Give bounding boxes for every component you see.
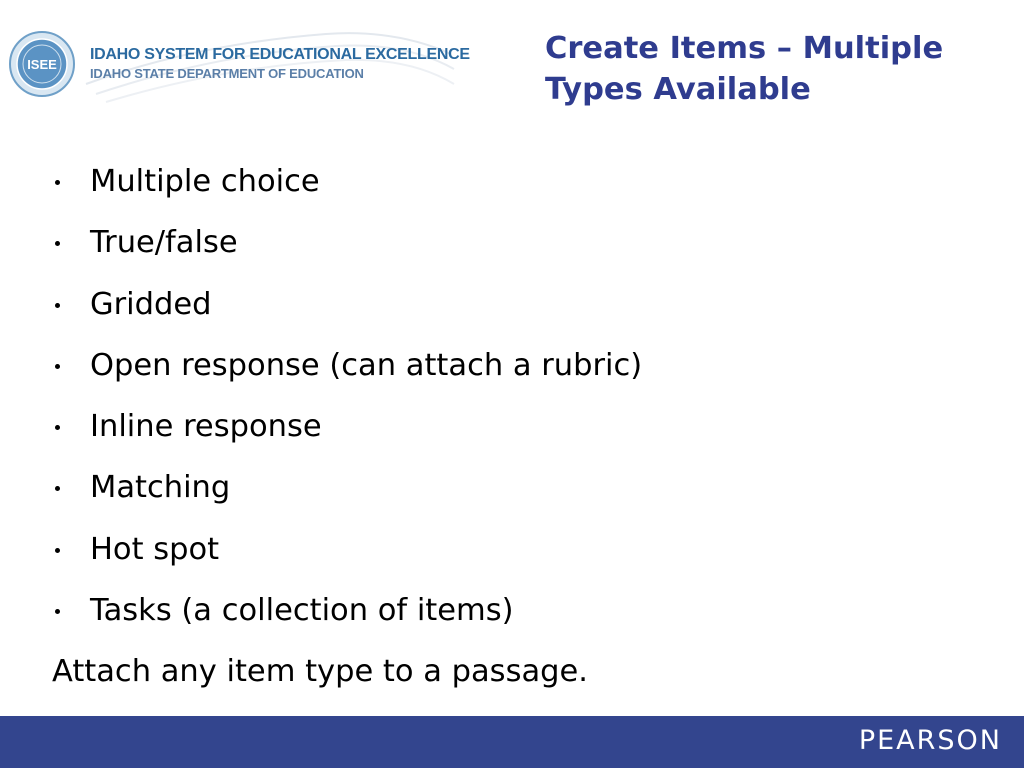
bottom-bar: [0, 716, 1024, 768]
slide-title: [545, 28, 1015, 110]
bullet-icon: [55, 364, 60, 369]
logo-line-2: IDAHO STATE DEPARTMENT OF EDUCATION: [90, 66, 364, 81]
list-item: [0, 219, 900, 280]
list-item: [0, 403, 900, 464]
list-item-text: Multiple choice: [90, 164, 320, 199]
list-item: [0, 526, 900, 587]
bullet-icon: [55, 548, 60, 553]
svg-text:ISEE: ISEE: [27, 57, 57, 72]
list-item-text: True/false: [90, 225, 238, 261]
list-item: [0, 342, 900, 403]
slide-title-line-2: Types Available: [545, 72, 811, 107]
bullet-icon: [55, 425, 60, 430]
list-item-text: Open response (can attach a rubric): [90, 347, 643, 383]
item-types-list: [0, 158, 900, 648]
logo-swoosh-graphic: [76, 24, 456, 104]
list-item-text: Inline response: [90, 409, 322, 445]
bullet-icon: [55, 241, 60, 246]
bullet-icon: [55, 609, 60, 614]
logo-line-1: IDAHO SYSTEM FOR EDUCATIONAL EXCELLENCE: [90, 46, 470, 63]
isee-logo: [6, 24, 470, 108]
pearson-logo: PEARSON: [858, 725, 1002, 756]
bullet-icon: [55, 180, 60, 185]
list-item-text: Matching: [90, 470, 231, 506]
list-item: [0, 158, 900, 219]
slide-title-line-1: Create Items – Multiple: [545, 31, 944, 66]
bullet-icon: [55, 486, 60, 491]
isee-seal-icon: [8, 30, 76, 98]
closing-statement: Attach any item type to a passage.: [52, 654, 588, 689]
list-item: [0, 587, 900, 648]
list-item-text: Hot spot: [90, 531, 220, 567]
list-item-text: Tasks (a collection of items): [90, 593, 514, 629]
list-item: [0, 464, 900, 525]
list-item: [0, 281, 900, 342]
bullet-icon: [55, 303, 60, 308]
list-item-text: Gridded: [90, 286, 212, 322]
